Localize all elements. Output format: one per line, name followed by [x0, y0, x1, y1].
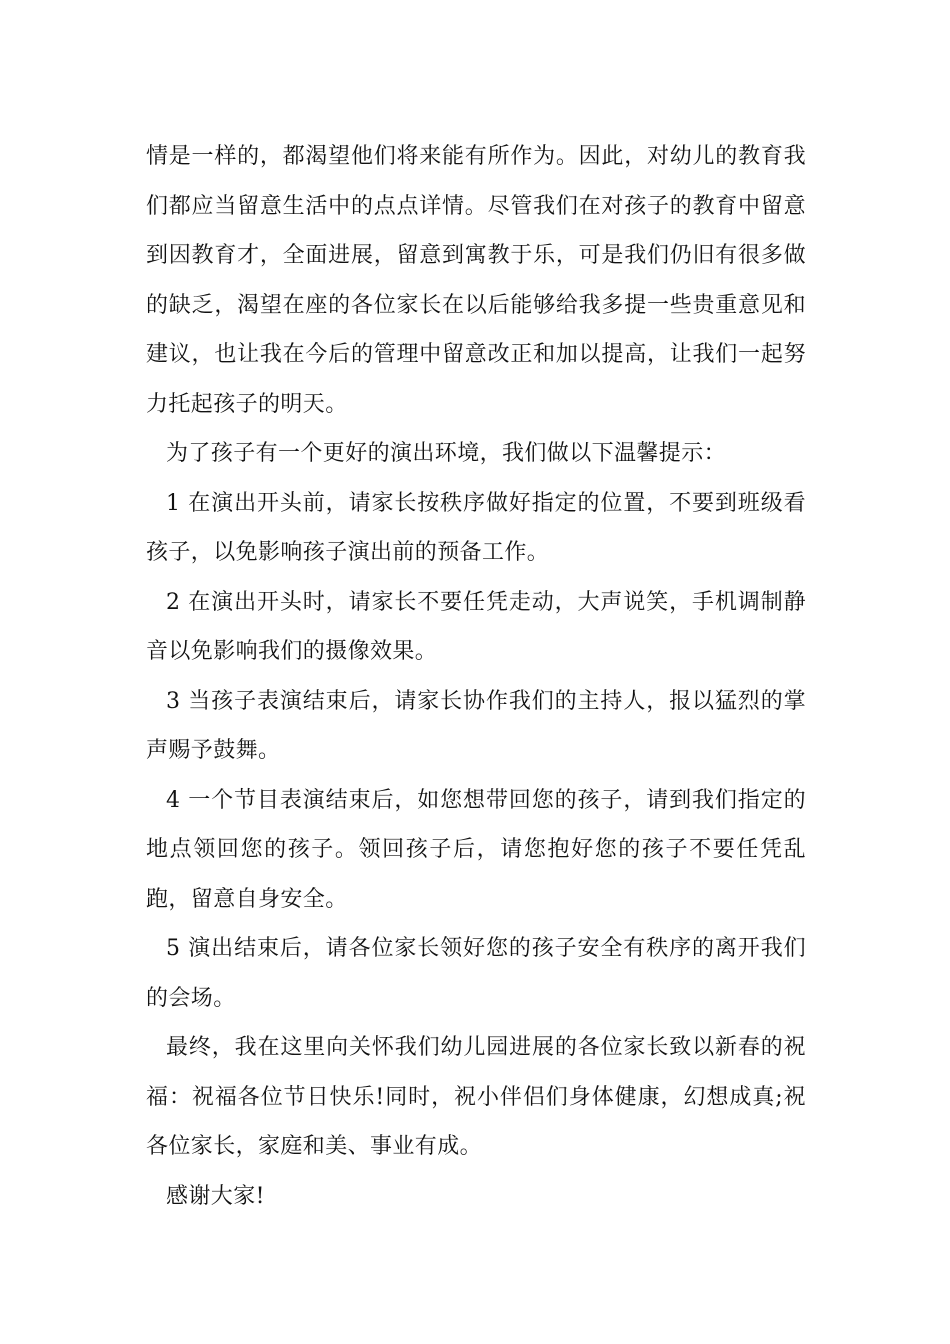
paragraph-tip-2: 2 在演出开头时，请家长不要任凭走动，大声说笑，手机调制静音以免影响我们的摄像效果。	[146, 589, 806, 664]
paragraph-continuation: 情是一样的，都渴望他们将来能有所作为。因此，对幼儿的教育我们都应当留意生活中的点点详情。尽管我们在对孩子的教育中留意到因教育才，全面进展，留意到寓教于乐，可是我们仍旧有很多做的缺乏，渴望在座的各位家长在以后能够给我多提一些贵重意见和建议，也让我在今后的管理中留意改正和加以提高，让我们一起努力托起孩子的明天。	[146, 144, 806, 417]
paragraph-tip-3: 3 当孩子表演结束后，请家长协作我们的主持人，报以猛烈的掌声赐予鼓舞。	[146, 688, 806, 763]
paragraph-thanks: 感谢大家!	[166, 1183, 265, 1209]
paragraph-tips-intro: 为了孩子有一个更好的演出环境，我们做以下温馨提示：	[166, 441, 727, 466]
paragraph-closing-wishes: 最终，我在这里向关怀我们幼儿园进展的各位家长致以新春的祝福：祝福各位节日快乐!同时，祝小伴侣们身体健康，幻想成真;祝各位家长，家庭和美、事业有成。	[146, 1035, 806, 1159]
document-body	[146, 132, 806, 1221]
paragraph-tip-4: 4 一个节目表演结束后，如您想带回您的孩子，请到我们指定的地点领回您的孩子。领回孩子后，请您抱好您的孩子不要任凭乱跑，留意自身安全。	[146, 787, 806, 912]
paragraph-tip-1: 1 在演出开头前，请家长按秩序做好指定的位置，不要到班级看孩子，以免影响孩子演出前的预备工作。	[146, 490, 806, 565]
paragraph-tip-5: 5 演出结束后，请各位家长领好您的孩子安全有秩序的离开我们的会场。	[146, 936, 806, 1011]
